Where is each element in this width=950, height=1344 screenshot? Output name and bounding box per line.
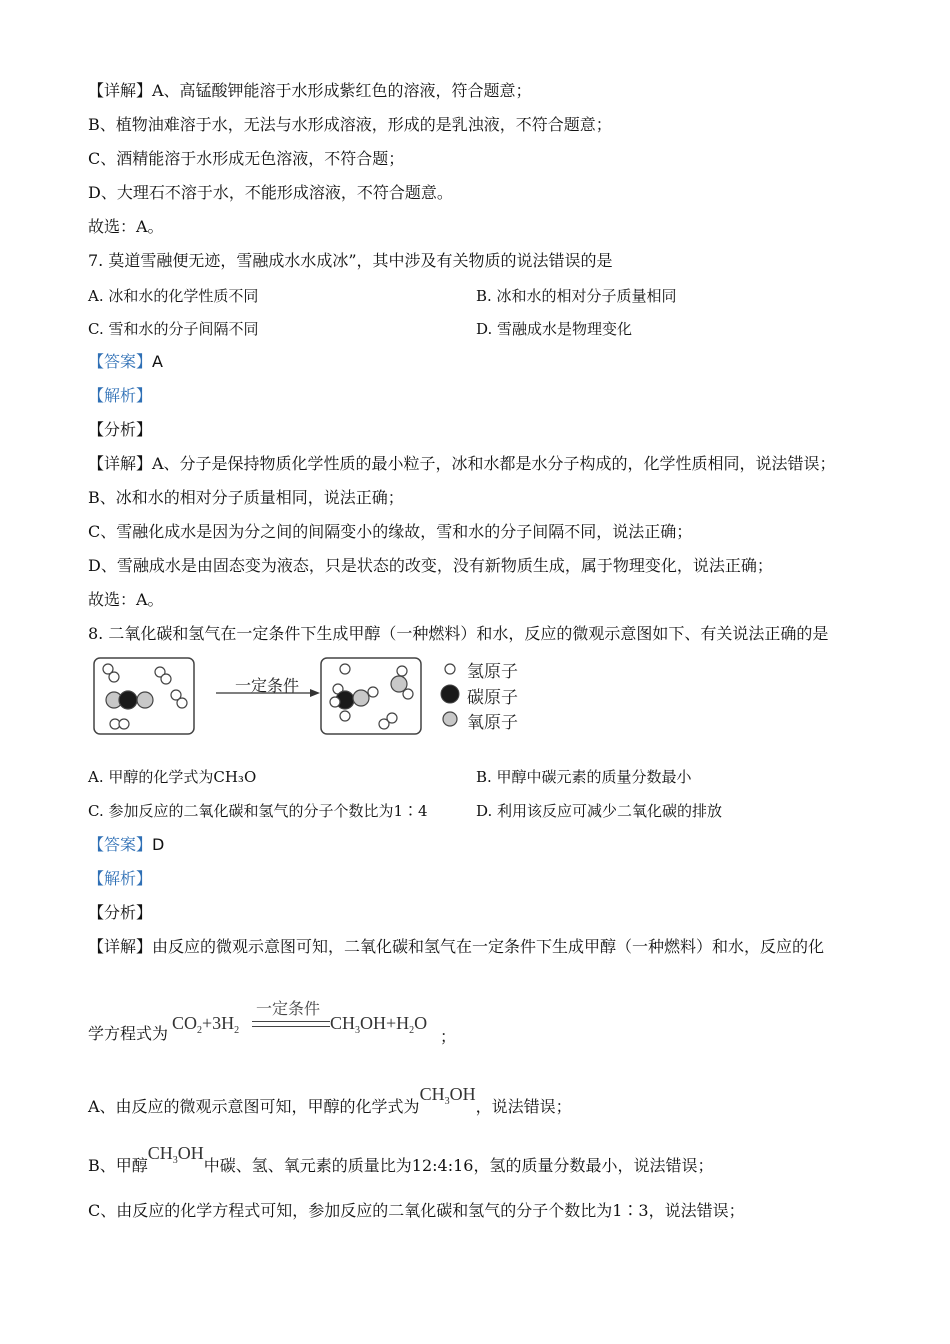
q8-detail-a xyxy=(88,1084,572,1124)
eq-ch3-sub: 3 xyxy=(355,1025,361,1036)
eq-o: O xyxy=(414,1013,428,1033)
detail-b-pre: B、甲醇 xyxy=(88,1156,148,1175)
answer-tag: 【答案】 xyxy=(88,835,153,854)
q7-select: 故选：A。 xyxy=(88,590,164,609)
eq-h2o-sub: 2 xyxy=(409,1025,415,1036)
legend-hydrogen: 氢原子 xyxy=(467,662,518,682)
carbon-atom-icon xyxy=(441,685,459,703)
q7-answer xyxy=(88,352,163,372)
methanol-oh: OH xyxy=(449,1084,476,1104)
chemical-equation-products xyxy=(330,1013,427,1036)
reactant-molecules xyxy=(103,664,187,729)
line-detail-d: D、大理石不溶于水，不能形成溶液，不符合题意。 xyxy=(88,183,453,202)
reaction-diagram xyxy=(88,652,448,742)
q8-option-c: C. 参加反应的二氧化碳和氢气的分子个数比为1∶4 xyxy=(88,802,428,820)
q7-detail-c: C、雪融化成水是因为分之间的间隔变小的缘故，雪和水的分子间隔不同，说法正确； xyxy=(88,522,693,541)
q8-option-d: D. 利用该反应可减少二氧化碳的排放 xyxy=(476,802,723,820)
equation-prefix: 学方程式为 xyxy=(88,1024,169,1043)
q8-option-a: A. 甲醇的化学式为CH₃O xyxy=(88,768,257,786)
question-7: 7. 莫道雪融便无迹，雪融成水水成冰”，其中涉及有关物质的说法错误的是 xyxy=(88,251,613,270)
q8-detail-c: C、由反应的化学方程式可知，参加反应的二氧化碳和氢气的分子个数比为1∶3，说法错误； xyxy=(88,1201,745,1220)
q7-option-a: A. 冰和水的化学性质不同 xyxy=(88,287,259,305)
equation-end: ； xyxy=(440,1027,457,1046)
q8-option-b: B. 甲醇中碳元素的质量分数最小 xyxy=(476,768,692,786)
detail-a-pre: A、由反应的微观示意图可知，甲醇的化学式为 xyxy=(88,1097,420,1116)
reaction-arrowhead xyxy=(310,689,320,697)
q8-answer xyxy=(88,835,164,855)
q7-option-b: B. 冰和水的相对分子质量相同 xyxy=(476,287,677,305)
q8-jiexi: 【解析】 xyxy=(88,869,153,888)
q7-option-d: D. 雪融成水是物理变化 xyxy=(476,320,633,338)
eq-ch3: CH xyxy=(330,1013,356,1033)
eq-h2: +3H xyxy=(202,1013,235,1033)
q8-fenxi: 【分析】 xyxy=(88,903,153,922)
q8-detail-intro: 【详解】由反应的微观示意图可知，二氧化碳和氢气在一定条件下生成甲醇（一种燃料）和水，反应的化 xyxy=(88,937,825,956)
q8-detail-b xyxy=(88,1143,714,1183)
q8-equation-line xyxy=(88,1024,168,1044)
equation-double-line xyxy=(252,1021,330,1027)
question-8: 8. 二氧化碳和氢气在一定条件下生成甲醇（一种燃料）和水，反应的微观示意图如下、有关说法正确的是 xyxy=(88,624,829,643)
eq-co2-sub: 2 xyxy=(197,1025,203,1036)
hydrogen-atom-icon xyxy=(445,664,455,674)
legend-oxygen: 氧原子 xyxy=(467,713,518,733)
methanol-oh: OH xyxy=(177,1143,204,1163)
q7-jiexi: 【解析】 xyxy=(88,386,153,405)
line-detail-a: 【详解】A、高锰酸钾能溶于水形成紫红色的溶液，符合题意； xyxy=(88,81,532,100)
eq-oh-h: OH+H xyxy=(360,1013,410,1033)
q7-fenxi: 【分析】 xyxy=(88,420,153,439)
line-detail-b: B、植物油难溶于水，无法与水形成溶液，形成的是乳浊液，不符合题意； xyxy=(88,115,612,134)
line-detail-c: C、酒精能溶于水形成无色溶液，不符合题； xyxy=(88,149,405,168)
methanol-sub: 3 xyxy=(172,1155,178,1166)
line-select: 故选：A。 xyxy=(88,217,164,236)
methanol-sub: 3 xyxy=(444,1096,450,1107)
answer-value: D xyxy=(152,835,165,854)
methanol-formula xyxy=(419,1084,476,1107)
legend-icons xyxy=(438,658,462,732)
eq-h2-sub: 2 xyxy=(234,1025,240,1036)
arrow-condition: 一定条件 xyxy=(235,676,300,695)
methanol-ch: CH xyxy=(147,1143,173,1163)
answer-tag: 【答案】 xyxy=(88,352,153,371)
q7-detail-a: 【详解】A、分子是保持物质化学性质的最小粒子，冰和水都是水分子构成的，化学性质相同，说法错误； xyxy=(88,454,836,473)
legend-carbon: 碳原子 xyxy=(467,688,518,708)
q7-detail-d: D、雪融成水是由固态变为液态，只是状态的改变，没有新物质生成，属于物理变化，说法正确； xyxy=(88,556,773,575)
chemical-equation xyxy=(172,1013,239,1036)
oxygen-atom-icon xyxy=(443,712,457,726)
product-molecules xyxy=(330,664,413,729)
eq-co2: CO xyxy=(172,1013,198,1033)
methanol-ch: CH xyxy=(419,1084,445,1104)
q7-detail-b: B、冰和水的相对分子质量相同，说法正确； xyxy=(88,488,404,507)
q7-option-c: C. 雪和水的分子间隔不同 xyxy=(88,320,259,338)
detail-b-post: 中碳、氢、氧元素的质量比为12:4:16，氢的质量分数最小，说法错误； xyxy=(203,1156,714,1175)
detail-a-post: ，说法错误； xyxy=(475,1097,572,1116)
answer-value: A xyxy=(152,352,163,371)
equation-condition: 一定条件 xyxy=(256,999,321,1018)
methanol-formula xyxy=(147,1143,204,1166)
